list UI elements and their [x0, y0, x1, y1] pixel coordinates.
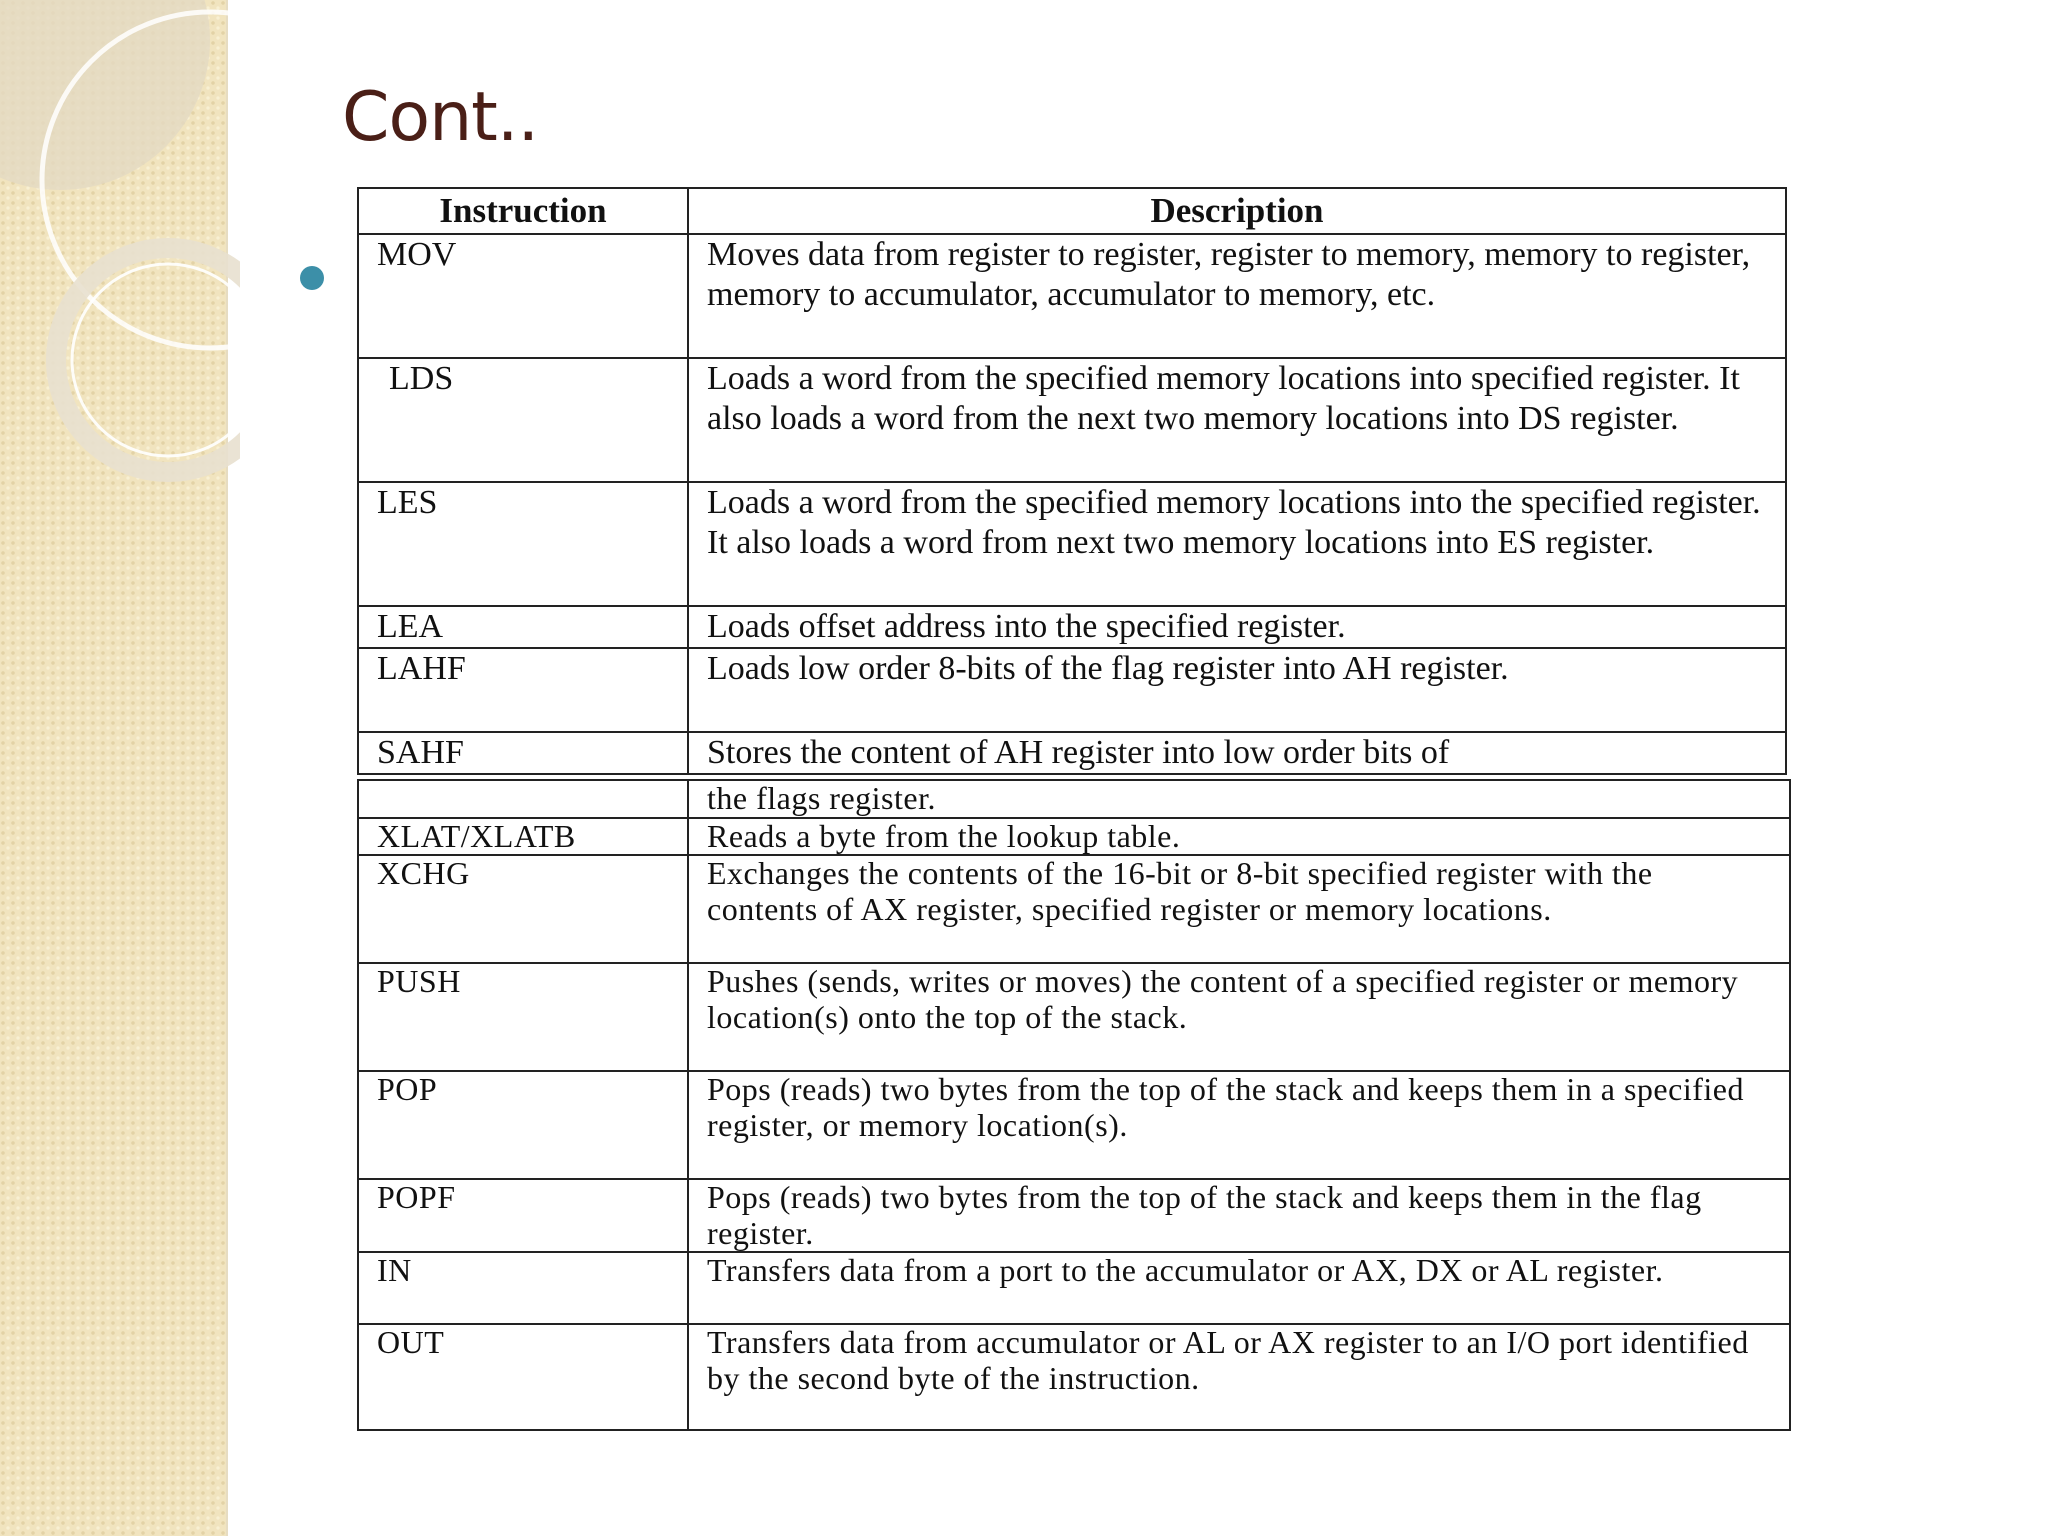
- table-row: [358, 732, 1786, 774]
- table-header-row: [358, 188, 1786, 234]
- description-cell: Pushes (sends, writes or moves) the content of a specified register or memory location(s) onto the top of the stack.: [688, 963, 1790, 1071]
- instruction-cell: LAHF: [358, 648, 688, 732]
- description-cell: Loads offset address into the specified register.: [688, 606, 1786, 648]
- instruction-table-part-1: [357, 187, 1787, 775]
- description-cell: Loads low order 8-bits of the flag register into AH register.: [688, 648, 1786, 732]
- table-row: [358, 818, 1790, 856]
- header-description: Description: [688, 188, 1786, 234]
- description-cell: Pops (reads) two bytes from the top of the stack and keeps them in the flag register.: [688, 1179, 1790, 1252]
- instruction-table-part-2: [357, 779, 1791, 1431]
- instruction-cell: PUSH: [358, 963, 688, 1071]
- table-row: [358, 482, 1786, 606]
- instruction-cell: POPF: [358, 1179, 688, 1252]
- decorative-circles: [0, 0, 240, 500]
- table-row: [358, 963, 1790, 1071]
- description-cell: Reads a byte from the lookup table.: [688, 818, 1790, 856]
- description-cell: Exchanges the contents of the 16-bit or 8-bit specified register with the contents of AX register, specified register or memory locations.: [688, 855, 1790, 963]
- instruction-cell: IN: [358, 1252, 688, 1324]
- table-row: [358, 1324, 1790, 1430]
- instruction-cell: LES: [358, 482, 688, 606]
- description-cell: Transfers data from a port to the accumulator or AX, DX or AL register.: [688, 1252, 1790, 1324]
- instruction-cell: XLAT/XLATB: [358, 818, 688, 856]
- instruction-cell: POP: [358, 1071, 688, 1179]
- description-cell: Loads a word from the specified memory locations into specified register. It also loads a word from the next two memory locations into DS register.: [688, 358, 1786, 482]
- table-row: [358, 1252, 1790, 1324]
- instruction-cell: [358, 780, 688, 818]
- description-cell: Stores the content of AH register into low order bits of: [688, 732, 1786, 774]
- instruction-cell: LEA: [358, 606, 688, 648]
- description-cell: Transfers data from accumulator or AL or AX register to an I/O port identified by the second byte of the instruction.: [688, 1324, 1790, 1430]
- table-row: [358, 234, 1786, 358]
- instruction-cell: XCHG: [358, 855, 688, 963]
- instruction-cell: OUT: [358, 1324, 688, 1430]
- instruction-cell: MOV: [358, 234, 688, 358]
- description-cell: Pops (reads) two bytes from the top of the stack and keeps them in a specified register, or memory location(s).: [688, 1071, 1790, 1179]
- table-row: [358, 648, 1786, 732]
- table-row: [358, 780, 1790, 818]
- description-cell: the flags register.: [688, 780, 1790, 818]
- description-cell: Moves data from register to register, register to memory, memory to register, memory to accumulator, accumulator to memory, etc.: [688, 234, 1786, 358]
- table-row: [358, 1071, 1790, 1179]
- table-row: [358, 855, 1790, 963]
- instruction-cell: SAHF: [358, 732, 688, 774]
- instruction-cell: LDS: [358, 358, 688, 482]
- bullet-point-icon: [300, 266, 324, 290]
- header-instruction: Instruction: [358, 188, 688, 234]
- description-cell: Loads a word from the specified memory locations into the specified register. It also loads a word from next two memory locations into ES register.: [688, 482, 1786, 606]
- slide-title: Cont..: [342, 78, 539, 157]
- table-row: [358, 358, 1786, 482]
- table-row: [358, 1179, 1790, 1252]
- table-row: [358, 606, 1786, 648]
